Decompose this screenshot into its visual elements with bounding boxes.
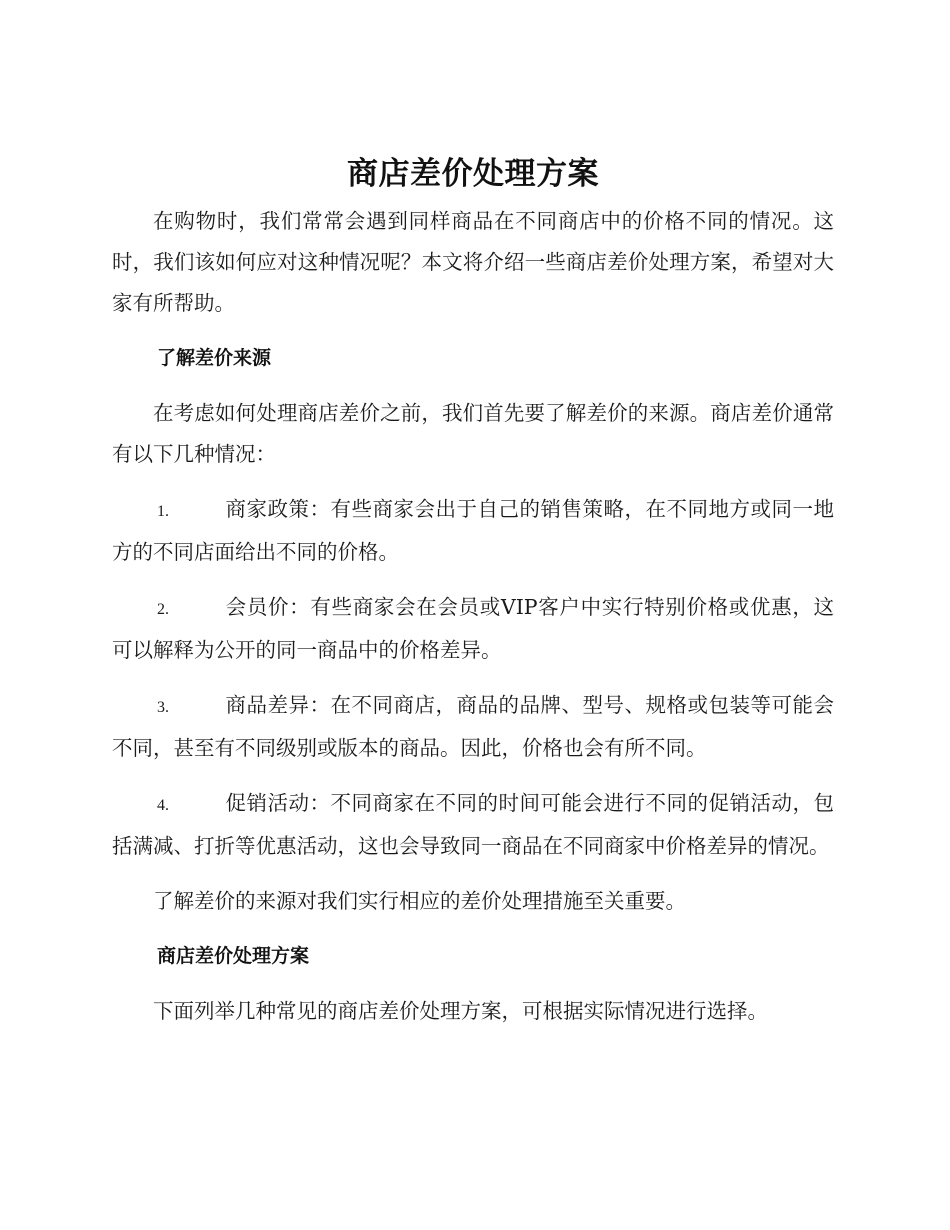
list-item-text: 会员价：有些商家会在会员或VIP客户中实行特别价格或优惠，这可以解释为公开的同一商品中的价格差异。 bbox=[112, 595, 834, 662]
list-item bbox=[112, 587, 834, 671]
list-item bbox=[112, 489, 834, 573]
list-item-number: 2. bbox=[157, 601, 169, 618]
document-title: 商店差价处理方案 bbox=[347, 156, 599, 192]
intro-paragraph: 在购物时，我们常常会遇到同样商品在不同商店中的价格不同的情况。这时，我们该如何应对这种情况呢？本文将介绍一些商店差价处理方案，希望对大家有所帮助。 bbox=[112, 209, 834, 315]
list-item-text: 商品差异：在不同商店，商品的品牌、型号、规格或包装等可能会不同，甚至有不同级别或版本的商品。因此，价格也会有所不同。 bbox=[112, 693, 834, 760]
list-item-number: 3. bbox=[157, 699, 169, 716]
section-heading-solutions: 商店差价处理方案 bbox=[157, 945, 310, 967]
list-item bbox=[112, 685, 834, 769]
list-item-text: 促销活动：不同商家在不同的时间可能会进行不同的促销活动，包括满减、打折等优惠活动，这也会导致同一商品在不同商家中价格差异的情况。 bbox=[112, 791, 834, 858]
list-item-number: 1. bbox=[157, 503, 169, 520]
list-item-text: 商家政策：有些商家会出于自己的销售策略，在不同地方或同一地方的不同店面给出不同的价格。 bbox=[112, 497, 834, 564]
list-item bbox=[112, 783, 834, 867]
solutions-lead-paragraph: 下面列举几种常见的商店差价处理方案，可根据实际情况进行选择。 bbox=[153, 999, 768, 1023]
list-item-number: 4. bbox=[157, 797, 169, 814]
sources-closing-paragraph: 了解差价的来源对我们实行相应的差价处理措施至关重要。 bbox=[153, 889, 686, 913]
section-heading-sources: 了解差价来源 bbox=[157, 347, 272, 369]
document-page bbox=[112, 148, 834, 1032]
sources-lead-paragraph: 在考虑如何处理商店差价之前，我们首先要了解差价的来源。商店差价通常有以下几种情况： bbox=[112, 401, 834, 466]
